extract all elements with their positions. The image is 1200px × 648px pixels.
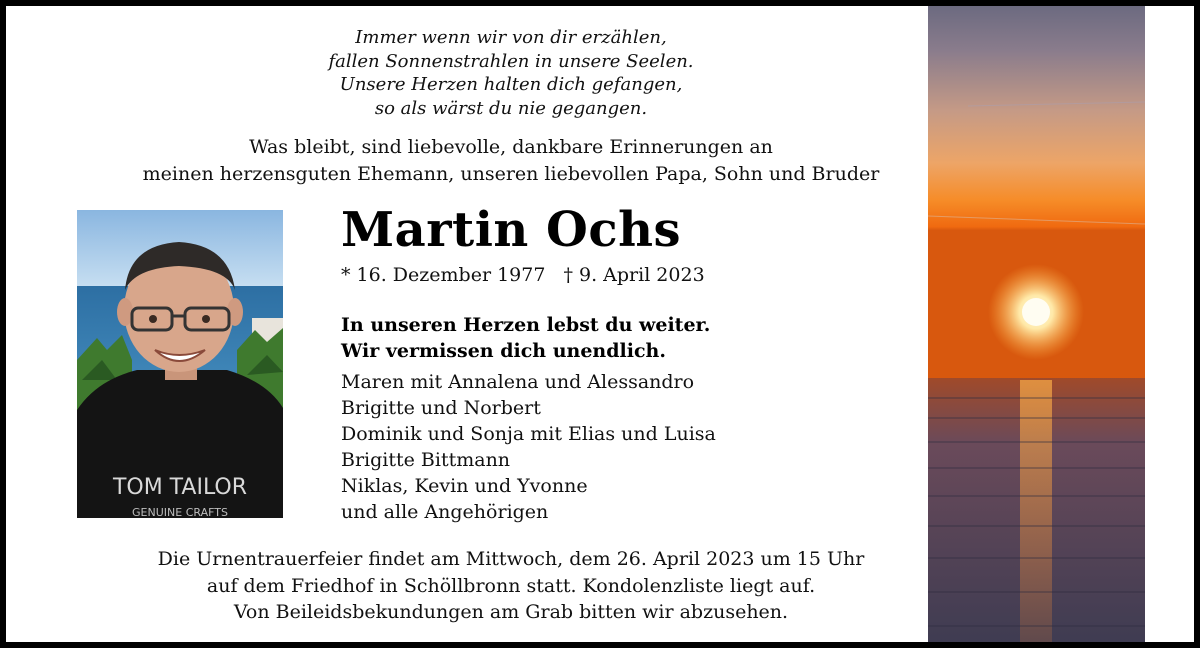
mourner-entry: und alle Angehörigen — [341, 501, 549, 523]
mourner-entry: Brigitte Bittmann — [341, 449, 511, 471]
service-line: Die Urnentrauerfeier findet am Mittwoch, dem 26. April 2023 um 15 Uhr — [157, 548, 865, 570]
mourner-entry: Dominik und Sonja mit Elias und Luisa — [341, 423, 716, 445]
mourner-entry: Niklas, Kevin und Yvonne — [341, 475, 588, 497]
poem-line: fallen Sonnenstrahlen in unsere Seelen. — [328, 50, 694, 72]
mourner-entry: Maren mit Annalena und Alessandro — [341, 371, 695, 393]
intro-text — [6, 134, 1016, 188]
right-margin — [1145, 6, 1194, 642]
service-line: auf dem Friedhof in Schöllbronn statt. Kondolenzliste liegt auf. — [206, 574, 816, 597]
obituary-notice — [6, 6, 1194, 642]
shirt-print: TOM TAILOR — [112, 475, 248, 500]
poem-line: Unsere Herzen halten dich gefangen, — [339, 74, 683, 95]
portrait-photo — [77, 210, 283, 518]
service-line: Von Beileidsbekundungen am Grab bitten wir abzusehen. — [233, 601, 789, 623]
birth-date: * 16. Dezember 1977 — [341, 264, 546, 286]
mourner-entry: Brigitte und Norbert — [341, 397, 541, 419]
life-dates — [341, 264, 705, 286]
death-date: † 9. April 2023 — [563, 264, 705, 286]
mourners-list — [341, 369, 716, 525]
poem — [6, 26, 1016, 120]
intro-line: Was bleibt, sind liebevolle, dankbare Erinnerungen an — [249, 136, 773, 158]
funeral-info — [6, 546, 1016, 626]
motto — [341, 312, 710, 364]
motto-line: In unseren Herzen lebst du weiter. — [341, 314, 711, 336]
shirt-print-subtext: GENUINE CRAFTS — [132, 506, 228, 518]
intro-line: meinen herzensguten Ehemann, unseren liebevollen Papa, Sohn und Bruder — [142, 163, 880, 185]
poem-line: Immer wenn wir von dir erzählen, — [355, 27, 667, 48]
poem-line: so als wärst du nie gegangen. — [374, 97, 648, 119]
sunset-image — [928, 6, 1145, 642]
deceased-name: Martin Ochs — [341, 202, 681, 258]
motto-line: Wir vermissen dich unendlich. — [341, 340, 666, 362]
